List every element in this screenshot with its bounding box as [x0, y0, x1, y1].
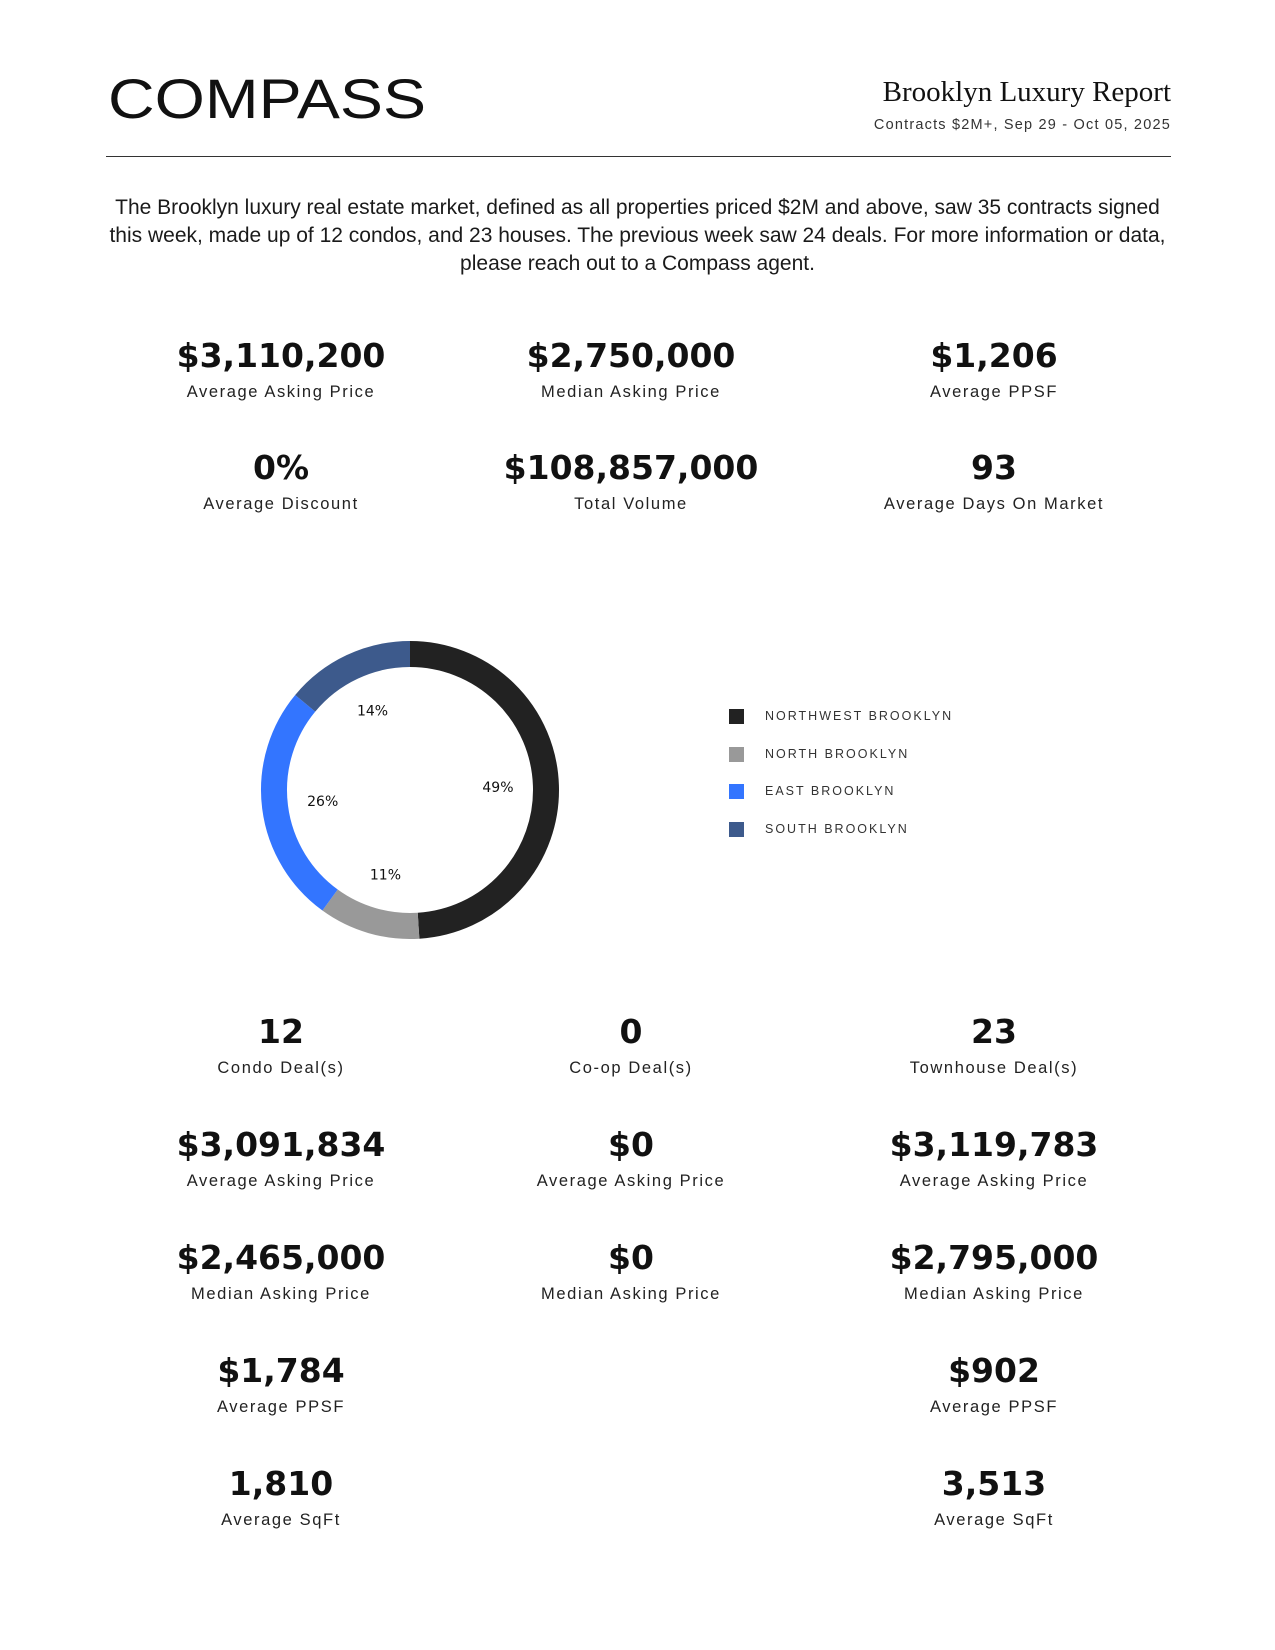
stat-average-asking-price [101, 336, 461, 402]
townhouse-average-sqft [814, 1464, 1174, 1530]
stat-value: $3,091,834 [176, 1125, 386, 1164]
stat-label: Median Asking Price [541, 1285, 721, 1303]
svg-text:COMPASS: COMPASS [108, 76, 426, 120]
stat-value: $1,784 [217, 1351, 345, 1390]
intro-paragraph: The Brooklyn luxury real estate market, defined as all properties priced $2M and above, saw 35 contracts signed this week, made up of 12 condos, and 23 houses. The previous week saw 24 deals. For more information or data, please reach out to a Compass agent. [109, 196, 1166, 275]
stat-average-days-on-market [814, 448, 1174, 514]
stat-total-volume [451, 448, 811, 514]
legend-swatch [729, 709, 744, 724]
condo-deals [101, 1012, 461, 1078]
stat-label: Average SqFt [934, 1511, 1054, 1529]
stat-label: Average Asking Price [186, 1172, 376, 1190]
report-subtitle: Contracts $2M+, Sep 29 - Oct 05, 2025 [873, 117, 1171, 133]
stat-value: 93 [971, 448, 1017, 487]
townhouse-average-asking-price [814, 1125, 1174, 1191]
condo-median-asking-price [101, 1238, 461, 1304]
legend-label: SOUTH BROOKLYN [765, 821, 909, 836]
condo-average-ppsf [101, 1351, 461, 1417]
townhouse-median-asking-price [814, 1238, 1174, 1304]
chart-legend [729, 708, 953, 858]
stat-value: $0 [608, 1238, 654, 1277]
donut-slice-label: 26% [307, 794, 339, 811]
region-donut-chart [250, 630, 570, 950]
legend-item [729, 783, 953, 821]
stat-label: Average PPSF [929, 383, 1059, 401]
coop-deals [451, 1012, 811, 1078]
stat-value: $2,795,000 [889, 1238, 1099, 1277]
stat-value: 23 [971, 1012, 1017, 1051]
stat-label: Average Discount [203, 495, 359, 513]
stat-value: 3,513 [941, 1464, 1047, 1503]
legend-label: EAST BROOKLYN [765, 784, 896, 798]
stat-label: Median Asking Price [191, 1285, 371, 1303]
stat-value: 1,810 [228, 1464, 334, 1503]
legend-swatch [729, 747, 744, 762]
stat-value: $902 [948, 1351, 1040, 1390]
stat-value: 0% [252, 448, 310, 487]
legend-label: NORTH BROOKLYN [765, 746, 910, 761]
stat-value: $108,857,000 [503, 448, 759, 487]
stat-median-asking-price [451, 336, 811, 402]
coop-average-asking-price [451, 1125, 811, 1191]
stat-label: Condo Deal(s) [217, 1059, 345, 1077]
legend-label: NORTHWEST BROOKLYN [765, 709, 954, 723]
legend-item [729, 746, 953, 784]
stat-label: Townhouse Deal(s) [909, 1059, 1079, 1077]
townhouse-deals [814, 1012, 1174, 1078]
legend-item [729, 821, 953, 859]
stat-label: Average Asking Price [536, 1172, 726, 1190]
stat-label: Total Volume [574, 495, 688, 513]
stat-value: $0 [608, 1125, 654, 1164]
donut-slice-label: 14% [356, 703, 389, 720]
stat-average-ppsf [814, 336, 1174, 402]
stat-label: Average Days On Market [883, 495, 1105, 513]
legend-swatch [729, 784, 744, 799]
legend-item [729, 708, 953, 746]
compass-logo [108, 76, 428, 120]
donut-slice-northwest-brooklyn [410, 654, 546, 926]
donut-slice-north-brooklyn [330, 900, 418, 926]
stat-label: Average Asking Price [186, 383, 376, 401]
stat-label: Average SqFt [221, 1511, 341, 1529]
donut-slice-label: 11% [369, 867, 402, 884]
stat-value: 0 [619, 1012, 643, 1051]
report-header [106, 70, 1171, 157]
stat-value: $2,465,000 [176, 1238, 386, 1277]
stat-value: $2,750,000 [526, 336, 736, 375]
coop-median-asking-price [451, 1238, 811, 1304]
stat-label: Average PPSF [216, 1398, 346, 1416]
stat-average-discount [101, 448, 461, 514]
stat-value: $3,119,783 [889, 1125, 1099, 1164]
condo-average-sqft [101, 1464, 461, 1530]
stat-value: 12 [258, 1012, 304, 1051]
stat-value: $1,206 [930, 336, 1058, 375]
stat-label: Co-op Deal(s) [569, 1059, 693, 1077]
townhouse-average-ppsf [814, 1351, 1174, 1417]
stat-label: Average Asking Price [899, 1172, 1089, 1190]
stat-label: Median Asking Price [904, 1285, 1084, 1303]
legend-swatch [729, 822, 744, 837]
donut-slice-south-brooklyn [305, 654, 410, 703]
stat-value: $3,110,200 [176, 336, 386, 375]
stat-label: Average PPSF [929, 1398, 1059, 1416]
condo-average-asking-price [101, 1125, 461, 1191]
donut-slice-label: 49% [482, 780, 514, 797]
report-title: Brooklyn Luxury Report [882, 76, 1171, 108]
stat-label: Median Asking Price [541, 383, 721, 401]
